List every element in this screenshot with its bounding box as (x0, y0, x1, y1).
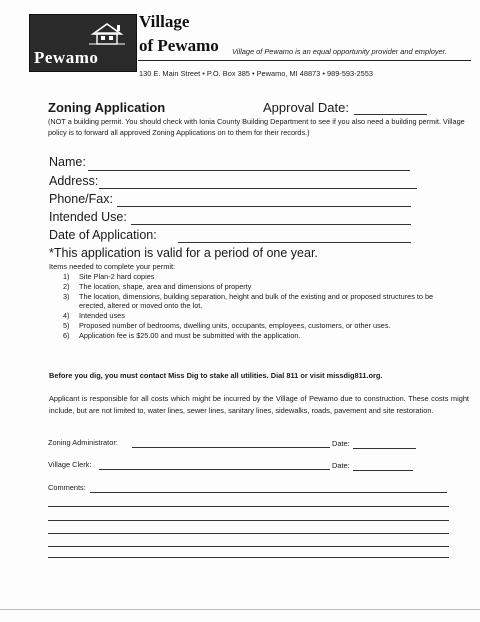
village-clerk-date-line[interactable] (353, 470, 413, 471)
comments-label: Comments: (48, 483, 86, 492)
intended-use-field[interactable] (131, 224, 411, 225)
list-item: 2) The location, shape, area and dimensions of property (63, 281, 252, 291)
village-word: Village (139, 12, 190, 31)
house-logo-icon (87, 22, 127, 46)
cost-responsibility-text: Applicant is responsible for all costs which might be incurred by the Village of Pewamo due to construction. These costs might include, but are not limited to, water lines, sewer lines, sanitary lines, sidewalks, roads, pavement and site restoration. (49, 394, 469, 415)
tagline: Village of Pewamo is an equal opportunity provider and employer. (232, 47, 447, 56)
comments-line[interactable] (48, 506, 449, 507)
village-clerk-label: Village Clerk: (48, 460, 92, 469)
zoning-admin-label: Zoning Administrator: (48, 438, 118, 447)
comments-line[interactable] (48, 520, 449, 521)
application-date-label: Date of Application: (49, 228, 157, 242)
village-logo (29, 14, 137, 72)
list-item: 5) Proposed number of bedrooms, dwelling units, occupants, employees, customers, or other uses. (63, 320, 391, 330)
form-title: Zoning Application (48, 100, 166, 115)
application-date-field[interactable] (178, 242, 411, 243)
address-label: Address: (49, 174, 99, 188)
comments-line[interactable] (90, 492, 447, 493)
approval-date-label: Approval Date: (263, 100, 349, 115)
requirements-intro: Items needed to complete your permit: (49, 262, 176, 271)
header-rule (138, 60, 471, 61)
list-item: 1) Site Plan-2 hard copies (63, 272, 155, 281)
village-clerk-date-label: Date: (332, 461, 350, 470)
contact-address: 130 E. Main Street • P.O. Box 385 • Pewamo, MI 48873 • 989-593-2553 (139, 69, 373, 78)
approval-date-line[interactable] (354, 114, 427, 115)
page-edge (0, 609, 480, 610)
requirements-list (63, 272, 453, 341)
comments-line[interactable] (48, 557, 449, 558)
phone-field[interactable] (117, 206, 411, 207)
zoning-admin-date-line[interactable] (353, 448, 416, 449)
address-field[interactable] (99, 188, 417, 189)
comments-line[interactable] (48, 533, 449, 534)
logo-wordmark: Pewamo (34, 48, 99, 67)
village-name: of Pewamo (139, 36, 219, 55)
comments-line[interactable] (48, 546, 449, 547)
miss-dig-notice: Before you dig, you must contact Miss Dig to stake all utilities. Dial 811 or visit missdig811.org. (49, 371, 383, 380)
zoning-admin-date-label: Date: (332, 439, 350, 448)
permit-note: (NOT a building permit. You should check with Ionia County Building Department to see if you also need a building permit. Village policy is to forward all approved Zoning Applications on to them for their records.) (48, 117, 465, 137)
village-clerk-signature-line[interactable] (99, 469, 330, 470)
list-item: 4) Intended uses (63, 311, 125, 321)
name-label: Name: (49, 155, 86, 169)
zoning-admin-signature-line[interactable] (132, 447, 330, 448)
phone-label: Phone/Fax: (49, 192, 113, 206)
list-item: 6) Application fee is $25.00 and must be submitted with the application. (63, 330, 301, 340)
name-field[interactable] (88, 170, 410, 171)
intended-use-label: Intended Use: (49, 210, 127, 224)
validity-notice: *This application is valid for a period of one year. (49, 246, 318, 260)
list-item: 3) The location, dimensions, building separation, height and bulk of the existing and or proposed structures to be erected, altered or moved onto the lot. (63, 291, 434, 311)
